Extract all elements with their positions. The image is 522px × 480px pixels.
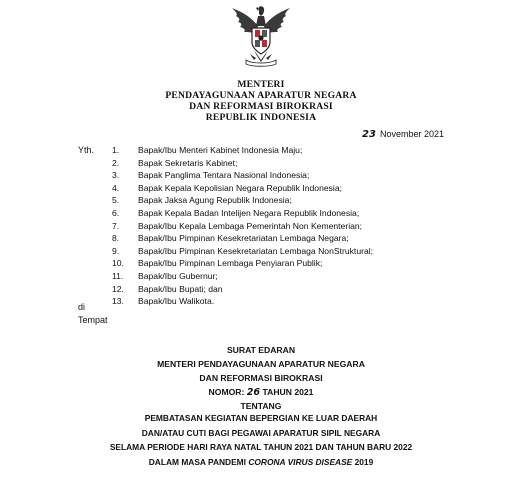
subject-line-4 [0, 455, 522, 470]
recipient-item [112, 220, 373, 233]
recipient-text: Bapak/Ibu Pimpinan Lembaga Penyiaran Publik; [138, 258, 323, 269]
circular-ministry: MENTERI PENDAYAGUNAAN APARATUR NEGARA [157, 359, 365, 369]
number-suffix: TAHUN 2021 [262, 387, 314, 397]
recipient-text: Bapak/Ibu Walikota. [138, 296, 215, 307]
recipient-text: Bapak/Ibu Menteri Kabinet Indonesia Maju; [138, 145, 303, 155]
letterhead-country: REPUBLIK INDONESIA [205, 112, 317, 123]
recipient-number: 9. [112, 245, 120, 256]
recipient-text: Bapak Sekretaris Kabinet; [138, 157, 238, 168]
recipient-item [112, 194, 373, 207]
recipient-number: 10. [112, 258, 124, 269]
recipient-item [112, 232, 373, 245]
garuda-pancasila-emblem-icon [228, 4, 294, 68]
letterhead-title: MENTERI [237, 79, 285, 90]
recipient-item [112, 169, 373, 182]
subject-line-4-suffix: 2019 [354, 456, 374, 467]
recipient-number: 12. [112, 283, 124, 294]
recipient-item [112, 270, 373, 283]
subject-line-3: SELAMA PERIODE HARI RAYA NATAL TAHUN 2021 DAN TAHUN BARU 2022 [109, 442, 413, 452]
recipient-number: 7. [112, 220, 120, 231]
subject-line-4-prefix: DALAM MASA PANDEMI [148, 456, 246, 467]
letter-date [362, 128, 444, 141]
recipient-text: Bapak Kepala Badan Intelijen Negara Republik Indonesia; [138, 207, 360, 218]
recipient-item [112, 144, 373, 157]
salutation-yth: Yth. [78, 145, 95, 155]
recipient-number: 6. [112, 207, 120, 218]
recipient-item [112, 157, 373, 170]
subject-line-1: PEMBATASAN KEGIATAN BEPERGIAN KE LUAR DAERAH [144, 413, 378, 423]
recipient-number: 1. [112, 145, 120, 155]
recipient-item [112, 283, 373, 296]
location-di: di [78, 302, 86, 312]
recipient-number: 8. [112, 233, 120, 244]
letterhead-reform: DAN REFORMASI BIROKRASI [189, 101, 333, 112]
recipient-number: 4. [112, 182, 120, 193]
recipient-text: Bapak Jaksa Agung Republik Indonesia; [138, 195, 292, 206]
date-month-year: November 2021 [379, 129, 444, 139]
recipient-number: 2. [112, 157, 120, 168]
letterhead [0, 79, 522, 123]
number-value-handwritten: 26 [246, 387, 261, 398]
recipient-number: 5. [112, 195, 120, 206]
recipient-text: Bapak/Ibu Pimpinan Kesekretariatan Lembaga Negara; [138, 233, 349, 244]
recipient-list [112, 144, 373, 308]
recipient-text: Bapak Kepala Kepolisian Negara Republik Indonesia; [138, 182, 343, 193]
recipient-item [112, 257, 373, 270]
recipient-text: Bapak/Ibu Kepala Lembaga Pemerintah Non Kementerian; [138, 220, 363, 231]
letterhead-ministry: PENDAYAGUNAAN APARATUR NEGARA [165, 90, 357, 101]
circular-type: SURAT EDARAN [226, 345, 296, 355]
circular-title [0, 343, 522, 413]
recipient-item [112, 182, 373, 195]
recipient-number: 3. [112, 170, 120, 181]
subject-line-4-italic: CORONA VIRUS DISEASE [248, 456, 353, 467]
circular-reform: DAN REFORMASI BIROKRASI [199, 373, 323, 383]
circular-subject [0, 411, 522, 469]
recipient-number: 13. [112, 296, 124, 307]
number-prefix: NOMOR: [208, 387, 245, 397]
recipient-item [112, 207, 373, 220]
circular-number [0, 385, 522, 399]
recipient-item [112, 245, 373, 258]
recipient-text: Bapak/Ibu Gubernur; [138, 270, 218, 281]
recipient-text: Bapak Panglima Tentara Nasional Indonesia; [138, 170, 310, 181]
date-day-handwritten: 23 [362, 129, 376, 140]
recipient-text: Bapak/Ibu Pimpinan Kesekretariatan Lembaga NonStruktural; [138, 245, 374, 256]
recipient-number: 11. [112, 270, 124, 281]
recipient-item [112, 295, 373, 308]
recipient-text: Bapak/Ibu Bupati; dan [138, 283, 223, 294]
subject-line-2: DAN/ATAU CUTI BAGI PEGAWAI APARATUR SIPIL NEGARA [141, 427, 381, 438]
location-tempat: Tempat [78, 315, 108, 325]
circular-about: TENTANG [240, 401, 282, 411]
